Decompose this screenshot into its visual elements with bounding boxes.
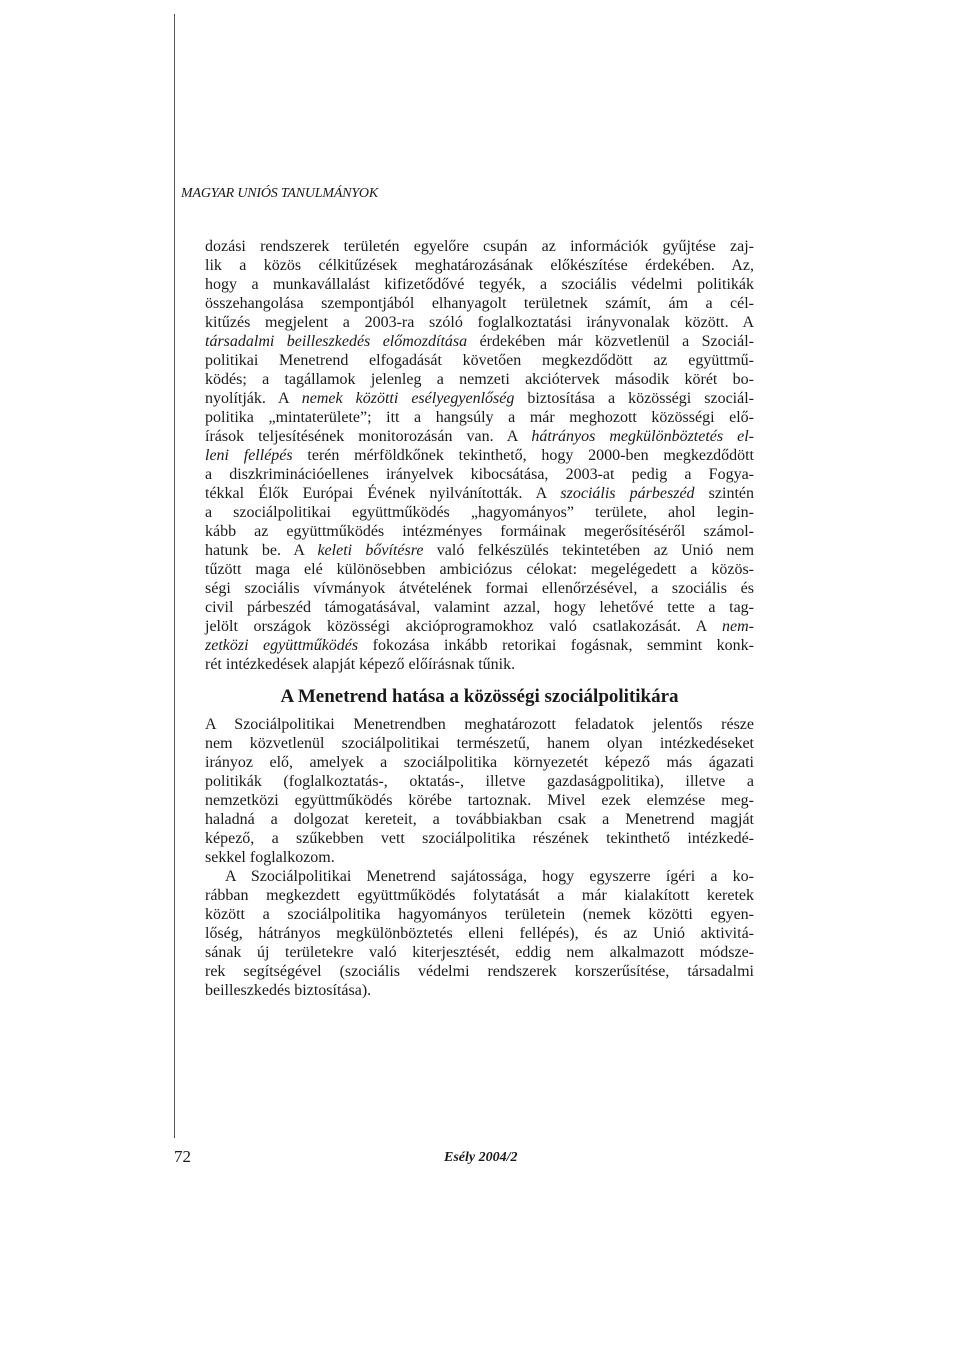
- margin-rule: [174, 14, 175, 1138]
- text-line: tékkal Élők Európai Évének nyilvánították. A szociális párbeszéd szintén: [205, 485, 754, 502]
- italic-term: keleti bővítésre: [317, 542, 424, 559]
- text-line: nem közvetlenül szociálpolitikai természetű, hanem olyan intézkedéseket: [205, 735, 754, 752]
- italic-term: zetközi együttműködés: [205, 637, 359, 654]
- text-line: a diszkriminációellenes irányelvek kibocsátása, 2003-at pedig a Fogya-: [205, 466, 754, 483]
- text-line: civil párbeszéd támogatásával, valamint azzal, hogy lehetővé tette a tag-: [205, 599, 754, 616]
- text-line: zetközi együttműködés fokozása inkább retorikai fogásnak, semmint konk-: [205, 637, 755, 654]
- paragraph-1: [205, 237, 754, 674]
- text-line: lik a közös célkitűzések meghatározásának előkészítése érdekében. Az,: [205, 257, 754, 274]
- text-line: kább az együttműködés intézményes formáinak megerősítéséről számol-: [205, 523, 754, 540]
- section-heading: A Menetrend hatása a közösségi szociálpolitikára: [280, 686, 679, 707]
- italic-term: nemek közötti esélyegyenlőség: [301, 390, 515, 407]
- text-line: sekkel foglalkozom.: [205, 849, 335, 866]
- text-line: nemzetközi együttműködés körébe tartoznak. Mivel ezek elemzése meg-: [205, 792, 754, 809]
- text-line: lőség, hátrányos megkülönböztetés elleni fellépés), és az Unió aktivitá-: [205, 925, 754, 942]
- text-line: között a szociálpolitika hagyományos területein (nemek közötti egyen-: [205, 906, 754, 923]
- text-line: összehangolása szempontjából elhanyagolt területnek számít, ám a cél-: [205, 295, 754, 312]
- italic-term: szociális párbeszéd: [560, 485, 695, 502]
- text-line: politikák (foglalkoztatás-, oktatás-, illetve gazdaságpolitika), illetve a: [205, 773, 754, 790]
- text-line: beilleszkedés biztosítása).: [205, 982, 372, 999]
- text-line: írások teljesítésének monitorozásán van. A hátrányos megkülönböztetés el-: [205, 428, 754, 445]
- italic-term: hátrányos megkülönböztetés el-: [531, 428, 754, 445]
- text-line: rek segítségével (szociális védelmi rendszerek korszerűsítése, társadalmi: [205, 963, 754, 980]
- running-head: MAGYAR UNIÓS TANULMÁNYOK: [181, 186, 378, 201]
- text-line: rét intézkedések alapját képező előírásnak tűnik.: [205, 656, 516, 673]
- text-line: leni fellépés terén mérföldkőnek tekinthető, hogy 2000-ben megkezdődött: [205, 447, 754, 464]
- italic-term: társadalmi beilleszkedés előmozdítása: [205, 333, 468, 350]
- italic-term: leni fellépés: [205, 447, 293, 464]
- text-line: tűzött maga elé különösebben ambiciózus célokat: megelégedett a közös-: [205, 561, 754, 578]
- text-line: rábban megkezdett együttműködés folytatását a már kialakított keretek: [205, 887, 754, 904]
- text-line: hogy a munkavállalást kifizetődővé tegyék, a szociális védelmi politikák: [205, 276, 754, 293]
- text-line: kitűzés megjelent a 2003-ra szóló foglalkoztatási irányvonalak között. A: [205, 314, 754, 331]
- text-line: a szociálpolitikai együttműködés „hagyományos” területe, ahol legin-: [205, 504, 754, 521]
- text-line: képező, a szűkebben vett szociálpolitika részének tekinthető intézkedé-: [205, 830, 754, 847]
- text-line: A Szociálpolitikai Menetrendben meghatározott feladatok jelentős része: [205, 716, 754, 733]
- text-line: ködés; a tagállamok jelenleg a nemzeti akciótervek második körét bo-: [205, 371, 754, 388]
- journal-name: Esély 2004/2: [444, 1150, 518, 1165]
- text-line: ségi szociális vívmányok átvételének formai ellenőrzésével, a szociális és: [205, 580, 754, 597]
- text-line: nyolítják. A nemek közötti esélyegyenlőség biztosítása a közösségi szociál-: [205, 390, 754, 407]
- text-line: haladná a dolgozat kereteit, a továbbiakban csak a Menetrend magját: [205, 811, 754, 828]
- text-line: politika „mintaterülete”; itt a hangsúly a már meghozott közösségi elő-: [205, 409, 754, 426]
- text-line: A Szociálpolitikai Menetrend sajátossága, hogy egyszerre ígéri a ko-: [225, 868, 754, 885]
- text-line: társadalmi beilleszkedés előmozdítása érdekében már közvetlenül a Szociál-: [205, 333, 755, 350]
- italic-term: nem-: [722, 618, 754, 635]
- text-line: sának új területekre való kiterjesztését, eddig nem alkalmazott módsze-: [205, 944, 754, 961]
- text-line: jelölt országok közösségi akcióprogramokhoz való csatlakozását. A nem-: [205, 618, 754, 635]
- text-line: politikai Menetrend elfogadását követően megkezdődött az együttmű-: [205, 352, 754, 369]
- paragraph-group-2: [205, 715, 754, 1000]
- text-line: hatunk be. A keleti bővítésre való felkészülés tekintetében az Unió nem: [205, 542, 755, 559]
- page-number: 72: [174, 1147, 191, 1166]
- text-line: irányoz elő, amelyek a szociálpolitika környezetét képező más ágazati: [205, 754, 754, 771]
- text-line: dozási rendszerek területén egyelőre csupán az információk gyűjtése zaj-: [205, 238, 754, 255]
